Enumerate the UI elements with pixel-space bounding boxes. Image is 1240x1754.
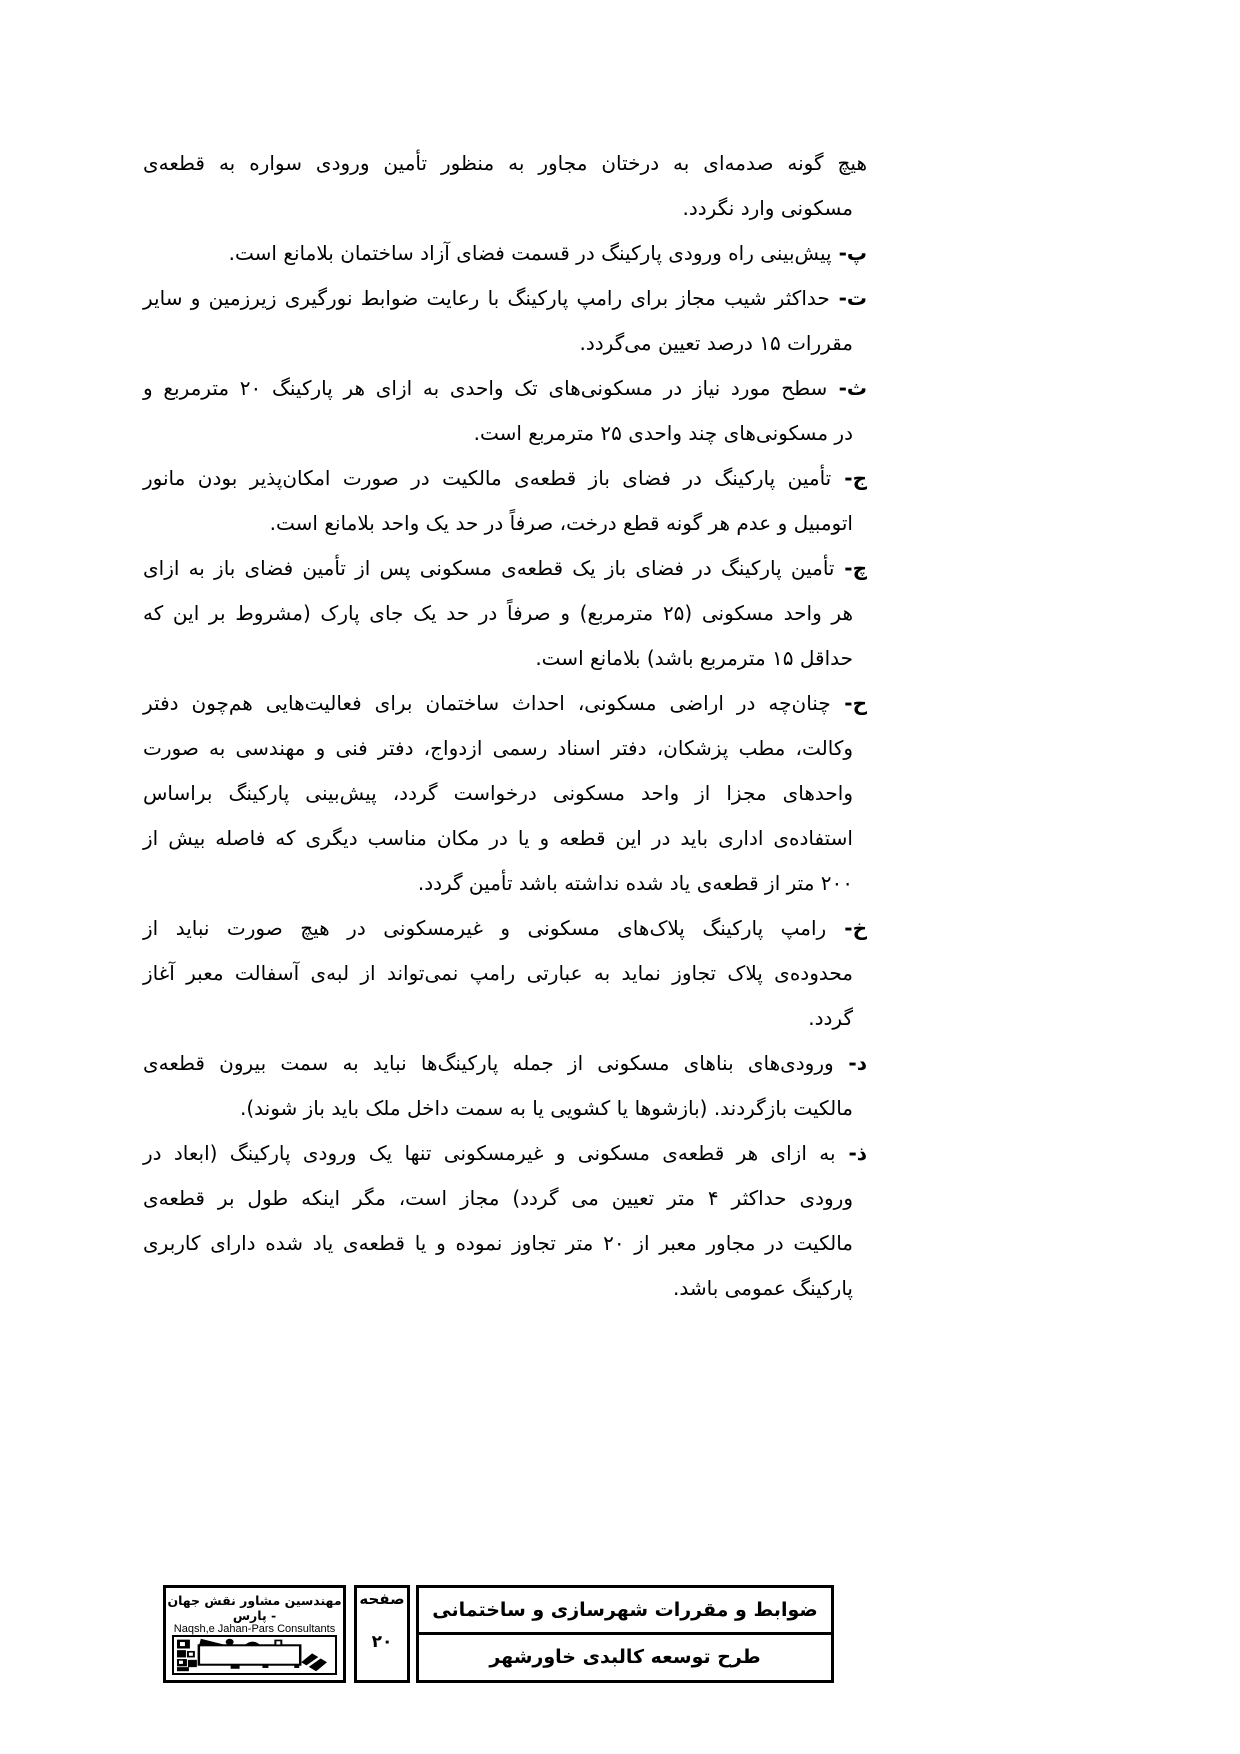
paragraph <box>143 456 867 546</box>
page-number-box <box>354 1585 410 1683</box>
text-line: ح- چنان‌چه در اراضی مسکونی، احداث ساختمان برای فعالیت‌هایی هم‌چون دفتر <box>143 691 867 715</box>
item-marker: ج- <box>831 466 867 490</box>
text-line: خ- رامپ پارکینگ پلاک‌های مسکونی و غیرمسکونی در هیچ صورت نباید از <box>143 916 867 940</box>
text-line: پ- پیش‌بینی راه ورودی پارکینگ در قسمت فضای آزاد ساختمان بلامانع است. <box>228 241 867 265</box>
text-line: استفاده‌ی اداری باید در این قطعه و یا در مکان مناسب دیگری که فاصله بیش از <box>143 826 853 850</box>
text-line: مالکیت بازگردند. (بازشوها یا کشویی یا به سمت داخل ملک باید باز شوند). <box>239 1096 853 1120</box>
text-line: ذ- به ازای هر قطعه‌ی مسکونی و غیرمسکونی تنها یک ورودی پارکینگ (ابعاد در <box>143 1141 868 1165</box>
page-number: ۲۰ <box>371 1632 393 1652</box>
text-line: اتومبیل و عدم هر گونه قطع درخت، صرفاً در حد یک واحد بلامانع است. <box>269 511 853 535</box>
paragraph <box>143 1131 867 1311</box>
text-line: ث- سطح مورد نیاز در مسکونی‌های تک واحدی به ازای هر پارکینگ ۲۰ مترمربع و <box>143 376 867 400</box>
item-marker: د- <box>833 1051 868 1075</box>
paragraph <box>143 276 867 366</box>
text-line: مالکیت در مجاور معبر از ۲۰ متر تجاوز نموده و یا قطعه‌ی یاد شده دارای کاربری <box>143 1231 854 1255</box>
paragraph <box>143 141 867 231</box>
paragraph <box>143 366 867 456</box>
company-name-fa: مهندسین مشاور نقش جهان - پارس <box>167 1593 342 1623</box>
document-title: ضوابط و مقررات شهرسازی و ساختمانی <box>419 1588 831 1635</box>
text-line: مقررات ۱۵ درصد تعیین می‌گردد. <box>579 331 853 355</box>
text-line: ج- تأمین پارکینگ در فضای باز قطعه‌ی مالکیت در صورت امکان‌پذیر بودن مانور <box>143 466 867 490</box>
text-line: حداقل ۱۵ مترمربع باشد) بلامانع است. <box>535 646 853 670</box>
text-line: ت- حداکثر شیب مجاز برای رامپ پارکینگ با رعایت ضوابط نورگیری زیرزمین و سایر <box>143 286 867 310</box>
paragraph <box>143 681 867 906</box>
text-line: مسکونی وارد نگردد. <box>682 196 853 220</box>
paragraph <box>143 906 867 1041</box>
text-body <box>143 141 867 1311</box>
item-marker: ذ- <box>835 1141 868 1165</box>
item-marker: ث- <box>827 376 867 400</box>
text-line: گردد. <box>808 1006 853 1030</box>
text-line: در مسکونی‌های چند واحدی ۲۵ مترمربع است. <box>473 421 853 445</box>
text-line: هیچ گونه صدمه‌ای به درختان مجاور به منظور تأمین ورودی سواره به قطعه‌ی <box>143 151 867 175</box>
text-line: چ- تأمین پارکینگ در فضای باز یک قطعه‌ی مسکونی پس از تأمین فضای باز به ازای <box>143 556 867 580</box>
item-marker: ت- <box>829 286 867 310</box>
text-line: د- ورودی‌های بناهای مسکونی از جمله پارکینگ‌ها نباید به سمت بیرون قطعه‌ی <box>143 1051 868 1075</box>
item-marker: خ- <box>826 916 867 940</box>
item-marker: پ- <box>831 241 867 265</box>
text-line: واحدهای مجزا از واحد مسکونی درخواست گردد، پیش‌بینی پارکینگ براساس <box>143 781 853 805</box>
text-line: ۲۰۰ متر از قطعه‌ی یاد شده نداشته باشد تأمین گردد. <box>417 871 853 895</box>
text-line: هر واحد مسکونی (۲۵ مترمربع) و صرفاً در حد یک جای پارک (مشروط بر این که <box>143 601 853 625</box>
text-line: وکالت، مطب پزشکان، دفتر اسناد رسمی ازدواج، دفتر فنی و مهندسی به صورت <box>143 736 853 760</box>
company-logo <box>172 1635 337 1675</box>
company-logo-box <box>163 1585 346 1683</box>
item-marker: ح- <box>830 691 867 715</box>
logo-graphic <box>175 1638 334 1672</box>
text-line: ورودی حداکثر ۴ متر تعیین می گردد) مجاز است، مگر اینکه طول بر قطعه‌ی <box>143 1186 853 1210</box>
page-label: صفحه <box>359 1590 405 1608</box>
project-title: طرح توسعه کالبدی خاورشهر <box>489 1646 761 1668</box>
text-line: محدوده‌ی پلاک تجاوز نماید به عبارتی رامپ نمی‌تواند از لبه‌ی آسفالت معبر آغاز <box>143 961 853 985</box>
paragraph <box>143 1041 867 1131</box>
paragraph <box>143 231 867 276</box>
text-line: پارکینگ عمومی باشد. <box>672 1276 853 1300</box>
paragraph <box>143 546 867 681</box>
document-title-box <box>416 1585 834 1683</box>
item-marker: چ- <box>834 556 867 580</box>
company-name-en: Naqsh,e Jahan-Pars Consultants <box>173 1623 336 1635</box>
